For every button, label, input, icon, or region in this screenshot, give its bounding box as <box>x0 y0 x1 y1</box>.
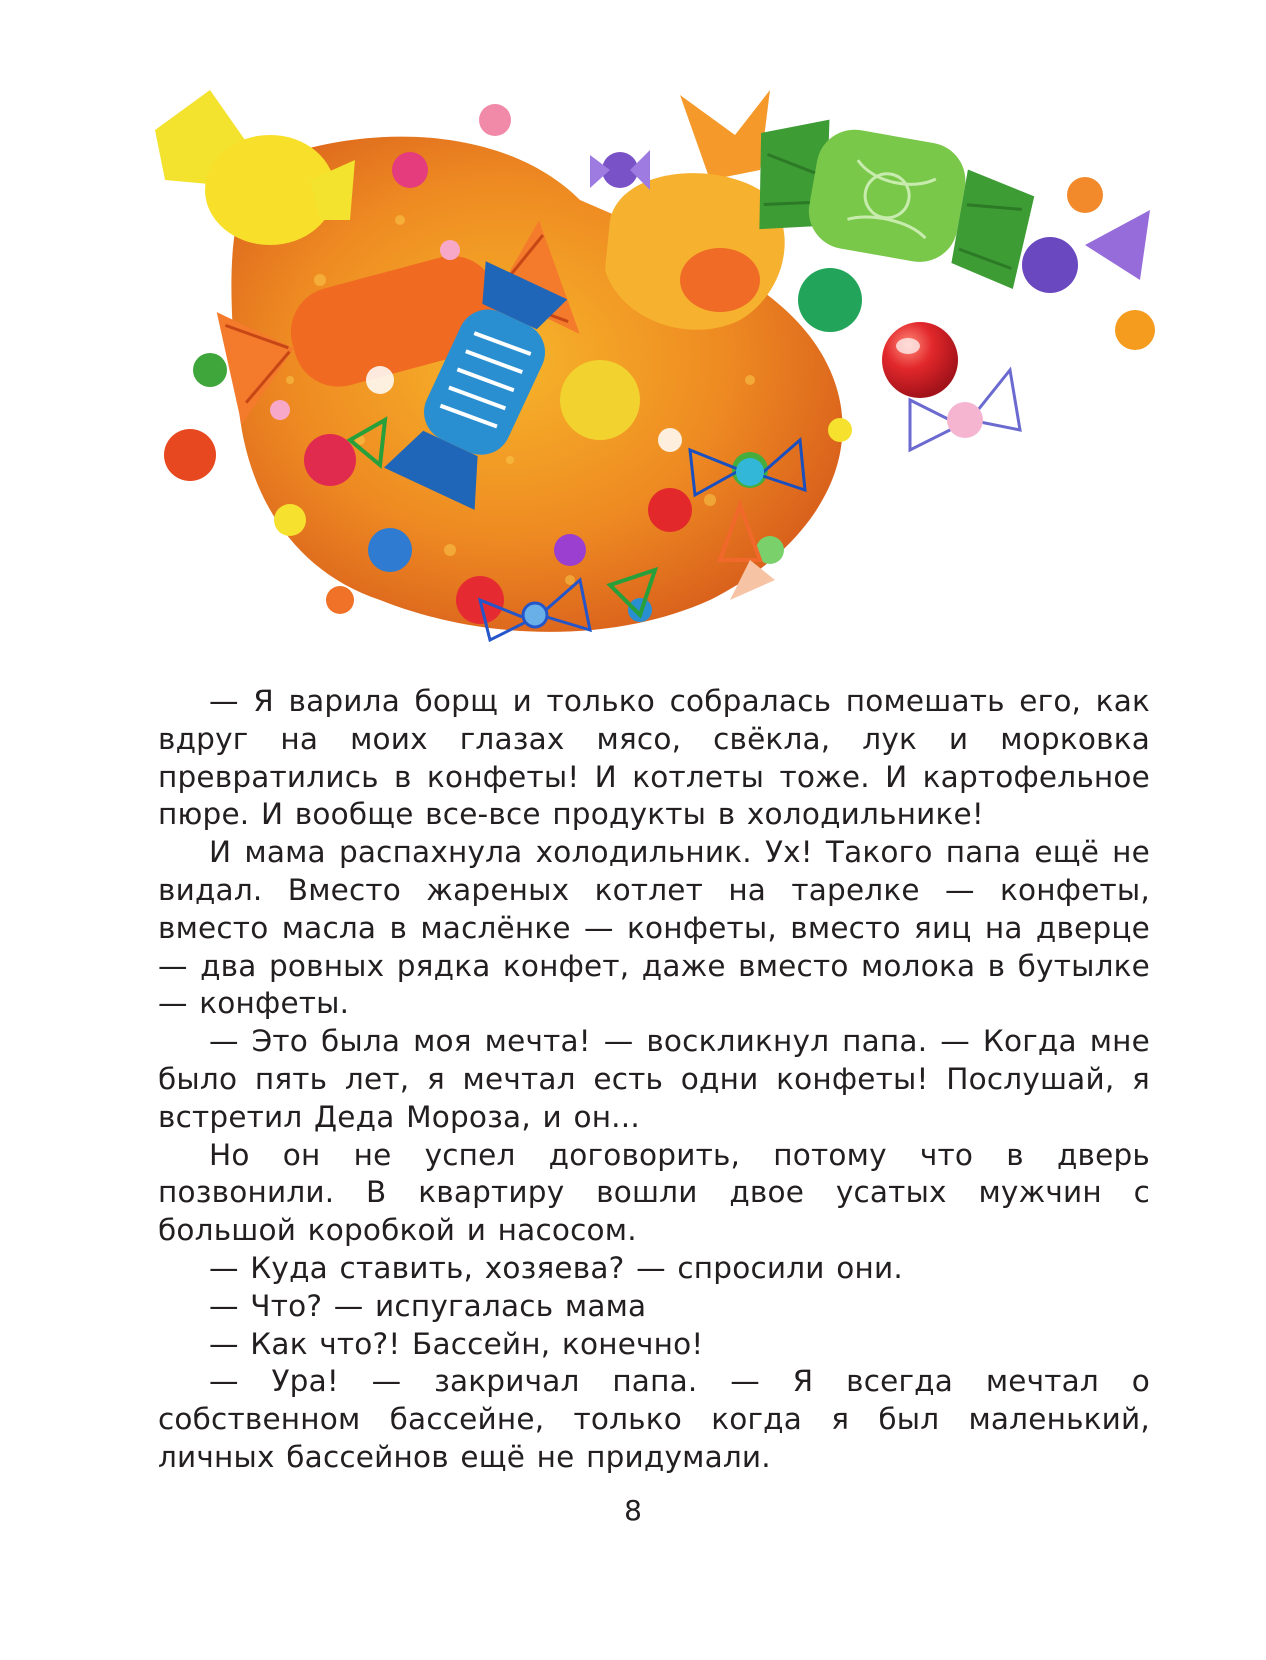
green-wrapped-candy <box>742 108 1041 290</box>
paragraph: — Куда ставить, хозяева? — спросили они. <box>209 1250 903 1285</box>
orange-twist-candy <box>605 90 785 330</box>
paragraph: И мама распахнула холодильник. Ух! Такого папа ещё не видал. Вместо жареных котлет на тарелке — конфеты, вместо масла в маслёнке — конфеты, вместо яиц на дверце — два ровных рядка конфет, даже вместо молока в бутылке — конфеты. <box>158 835 1150 1021</box>
paragraph: Но он не успел договорить, потому что в дверь позвонили. В квартиру вошли двое усатых мужчин с большой коробкой и насосом. <box>158 1137 1150 1248</box>
paragraph: — Ура! — закричал папа. — Я всегда мечтал о собственном бассейне, только когда я был маленький, личных бассейнов ещё не придумали. <box>158 1364 1150 1474</box>
paragraph: — Что? — испугалась мама <box>209 1288 647 1323</box>
candy-pile-illustration <box>150 80 1190 670</box>
paragraph: — Я варила борщ и только собралась помешать его, как вдруг на моих глазах мясо, свёкла, лук и морковка превратились в конфеты! И котлеты тоже. И картофельное пюре. И вообще все-все продукты в холодильнике! <box>158 684 1150 832</box>
page-number: 8 <box>624 1494 642 1527</box>
paragraph: — Это была моя мечта! — воскликнул папа. — Когда мне было пять лет, я мечтал есть одни конфеты! Послушай, я встретил Деда Мороза, и он... <box>158 1024 1150 1134</box>
red-candy-ball <box>882 322 958 398</box>
paragraph: — Как что?! Бассейн, конечно! <box>209 1326 704 1361</box>
story-text <box>158 683 1150 1477</box>
